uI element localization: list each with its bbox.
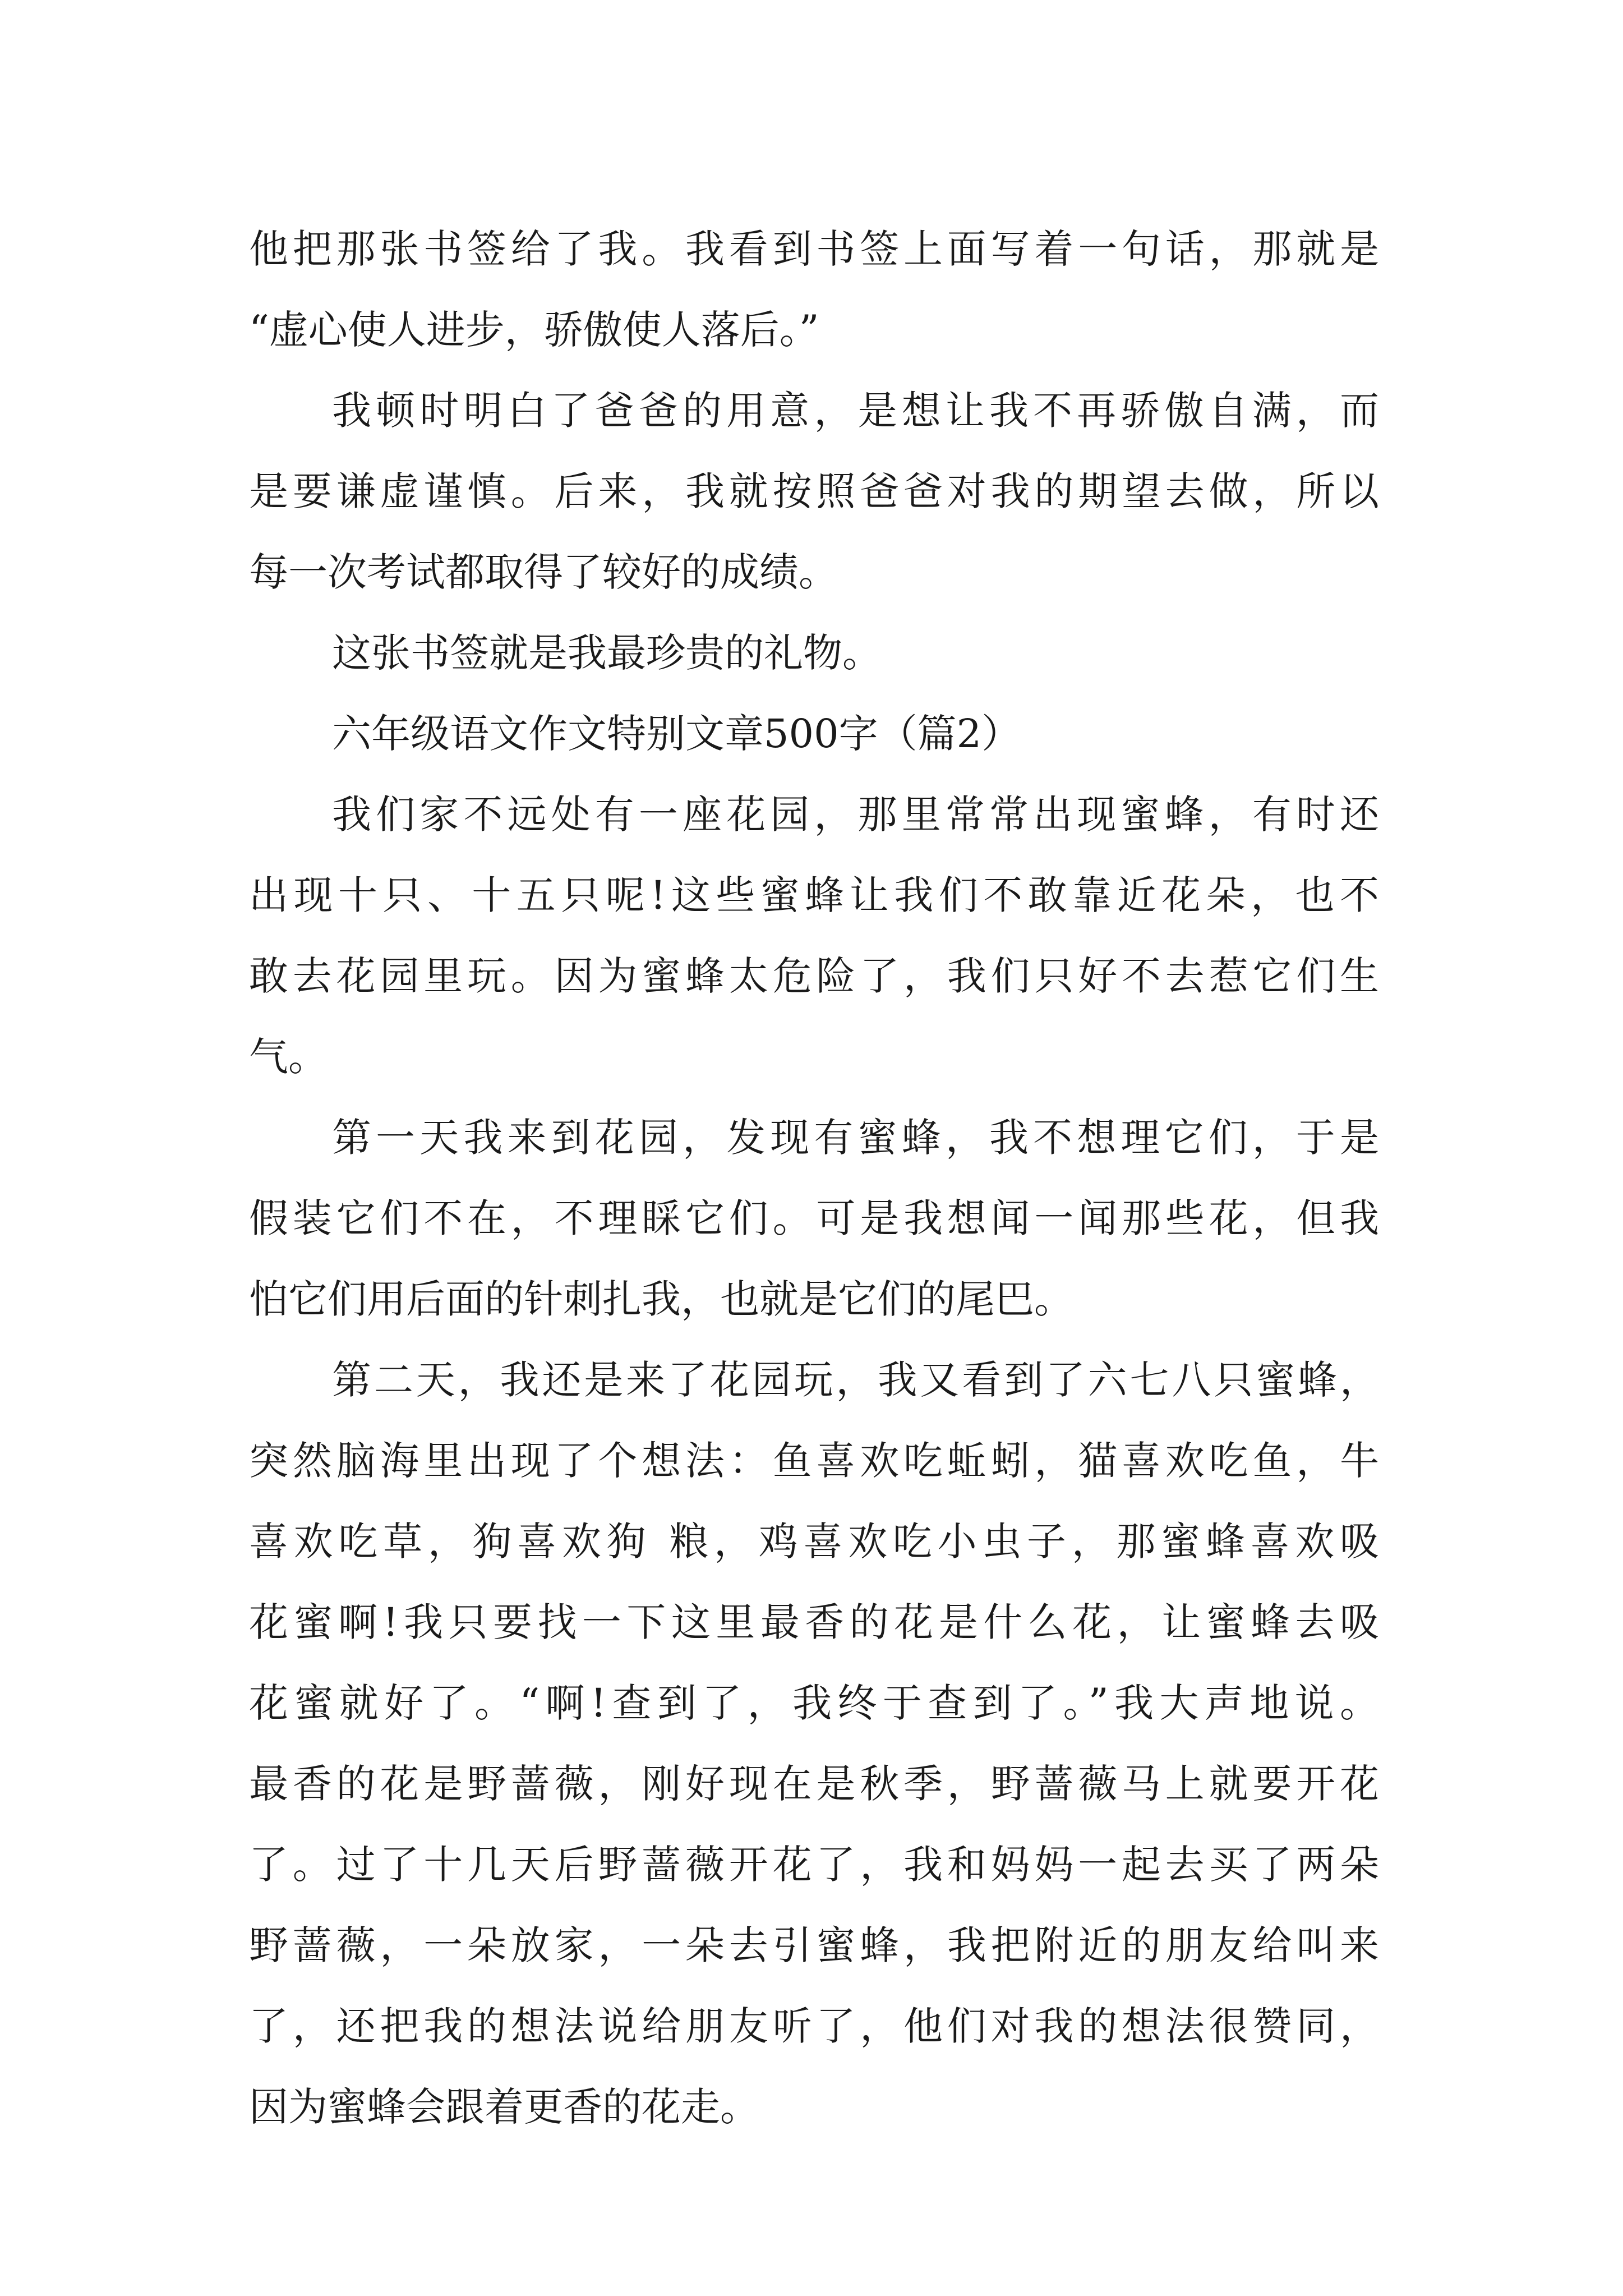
text-line: “虚心使人进步，骄傲使人落后。” [249,307,819,353]
document-body [249,209,1379,2147]
text-line: 因为蜜蜂会跟着更香的花走。 [249,2084,759,2130]
text-line: 我顿时明白了爸爸的用意，是想让我不再骄傲自满，而 [332,388,1379,434]
text-line: 花蜜啊!我只要找一下这里最香的花是什么花，让蜜蜂去吸 [249,1599,1379,1645]
text-line: 是要谦虚谨慎。后来，我就按照爸爸对我的期望去做，所以 [249,468,1379,514]
text-line: 突然脑海里出现了个想法：鱼喜欢吃蚯蚓，猫喜欢吃鱼，牛 [249,1438,1379,1484]
text-line: 第二天，我还是来了花园玩，我又看到了六七八只蜜蜂， [332,1357,1379,1403]
text-line: 敢去花园里玩。因为蜜蜂太危险了，我们只好不去惹它们生 [249,953,1379,999]
text-line: 野蔷薇，一朵放家，一朵去引蜜蜂，我把附近的朋友给叫来 [249,1922,1379,1968]
text-line: 最香的花是野蔷薇，刚好现在是秋季，野蔷薇马上就要开花 [249,1761,1379,1807]
text-line: 这张书签就是我最珍贵的礼物。 [332,630,882,676]
text-line: 第一天我来到花园，发现有蜜蜂，我不想理它们，于是 [332,1115,1379,1161]
text-line: 他把那张书签给了我。我看到书签上面写着一句话，那就是 [249,226,1379,272]
text-line: 气。 [249,1034,328,1080]
section-heading: 六年级语文作文特别文章500字（篇2） [332,711,1021,757]
text-line: 了。过了十几天后野蔷薇开花了，我和妈妈一起去买了两朵 [249,1842,1379,1888]
text-line: 每一次考试都取得了较好的成绩。 [249,549,838,595]
text-line: 怕它们用后面的针刺扎我，也就是它们的尾巴。 [249,1276,1073,1322]
text-line: 出现十只、十五只呢!这些蜜蜂让我们不敢靠近花朵，也不 [249,872,1379,918]
text-line: 喜欢吃草，狗喜欢狗 粮，鸡喜欢吃小虫子，那蜜蜂喜欢吸 [249,1519,1379,1565]
text-line: 了，还把我的想法说给朋友听了，他们对我的想法很赞同， [249,2003,1379,2049]
text-line: 我们家不远处有一座花园，那里常常出现蜜蜂，有时还 [332,792,1379,838]
text-line: 假装它们不在，不理睬它们。可是我想闻一闻那些花，但我 [249,1195,1379,1241]
text-line: 花蜜就好了。“啊!查到了，我终于查到了。”我大声地说。 [249,1680,1379,1726]
